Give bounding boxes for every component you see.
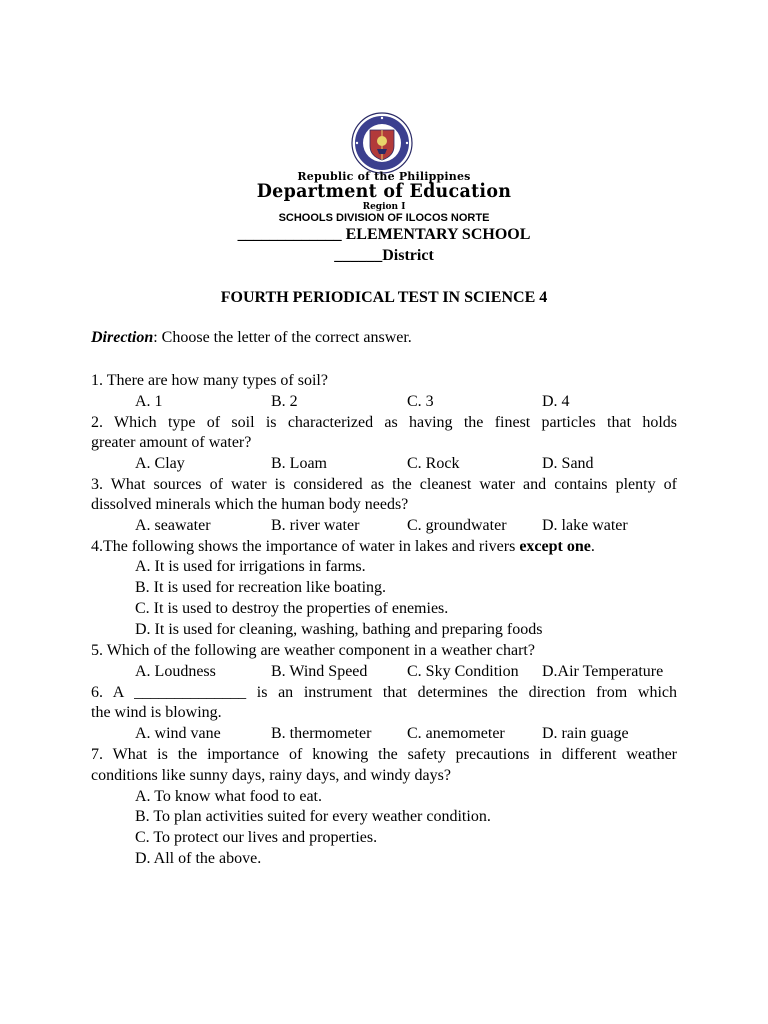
question-3-text: 3. What sources of water is considered as the cleanest water and contains plenty of [91, 476, 677, 493]
choice-a: A. wind vane [135, 725, 221, 742]
department-heading: Department of Education [256, 180, 512, 202]
question-4-text-after: . [590, 538, 595, 555]
choice-b: B. Wind Speed [271, 663, 368, 680]
question-7-option-c: C. To protect our lives and properties. [135, 829, 378, 846]
question-7-text-cont: conditions like sunny days, rainy days, and windy days? [91, 767, 451, 784]
choice-c: C. Rock [407, 455, 460, 472]
question-3-text-cont: dissolved minerals which the human body needs? [91, 496, 409, 513]
question-1-text: 1. There are how many types of soil? [91, 372, 328, 389]
school-heading: _____________ ELEMENTARY SCHOOL [237, 226, 531, 243]
question-7-option-b: B. To plan activities suited for every weather condition. [135, 808, 491, 825]
question-7-option-a: A. To know what food to eat. [135, 788, 322, 805]
choice-b: B. Loam [271, 455, 327, 472]
direction-label: Direction [91, 329, 154, 346]
choice-c: C. groundwater [407, 517, 507, 534]
question-6-choices [135, 724, 695, 744]
question-7-option-d: D. All of the above. [135, 850, 262, 867]
question-7-text: 7. What is the importance of knowing the safety precautions in different weather [91, 746, 677, 763]
choice-d: D. 4 [542, 393, 570, 410]
direction-text: : Choose the letter of the correct answer. [153, 329, 412, 346]
question-4-text [91, 537, 677, 557]
question-4-option-d: D. It is used for cleaning, washing, bathing and preparing foods [135, 621, 543, 638]
question-4-emphasis: except one [519, 538, 591, 555]
question-6-text: 6. A ______________ is an instrument that determines the direction from which [91, 684, 677, 701]
choice-d: D. Sand [542, 455, 594, 472]
question-5-text: 5. Which of the following are weather component in a weather chart? [91, 642, 535, 659]
question-2-text: 2. Which type of soil is characterized as having the finest particles that holds [91, 414, 677, 431]
question-6-text-cont: the wind is blowing. [91, 704, 222, 721]
district-heading: ______District [334, 247, 434, 264]
question-4-option-a: A. It is used for irrigations in farms. [135, 558, 366, 575]
choice-c: C. 3 [407, 393, 434, 410]
question-2-choices [135, 454, 695, 474]
choice-c: C. anemometer [407, 725, 505, 742]
choice-a: A. seawater [135, 517, 211, 534]
choice-d: D. rain guage [542, 725, 629, 742]
question-4-option-c: C. It is used to destroy the properties of enemies. [135, 600, 449, 617]
choice-c: C. Sky Condition [407, 663, 519, 680]
deped-seal-icon [351, 112, 413, 174]
test-title: FOURTH PERIODICAL TEST IN SCIENCE 4 [220, 289, 548, 306]
question-2-text-cont: greater amount of water? [91, 434, 252, 451]
division-heading: SCHOOLS DIVISION OF ILOCOS NORTE [278, 212, 490, 224]
question-1-choices [135, 392, 695, 412]
choice-a: A. Loudness [135, 663, 216, 680]
choice-b: B. thermometer [271, 725, 372, 742]
region-heading: Region I [362, 202, 406, 212]
choice-d: D.Air Temperature [542, 663, 664, 680]
choice-a: A. Clay [135, 455, 185, 472]
choice-b: B. 2 [271, 393, 298, 410]
question-3-choices [135, 516, 695, 536]
direction-line [91, 329, 412, 347]
choice-b: B. river water [271, 517, 360, 534]
choice-d: D. lake water [542, 517, 628, 534]
question-4-text-before: 4.The following shows the importance of water in lakes and rivers [91, 538, 520, 555]
choice-a: A. 1 [135, 393, 163, 410]
republic-heading: Republic of the Philippines [297, 170, 471, 183]
question-5-choices [135, 662, 695, 682]
question-4-option-b: B. It is used for recreation like boating. [135, 579, 387, 596]
